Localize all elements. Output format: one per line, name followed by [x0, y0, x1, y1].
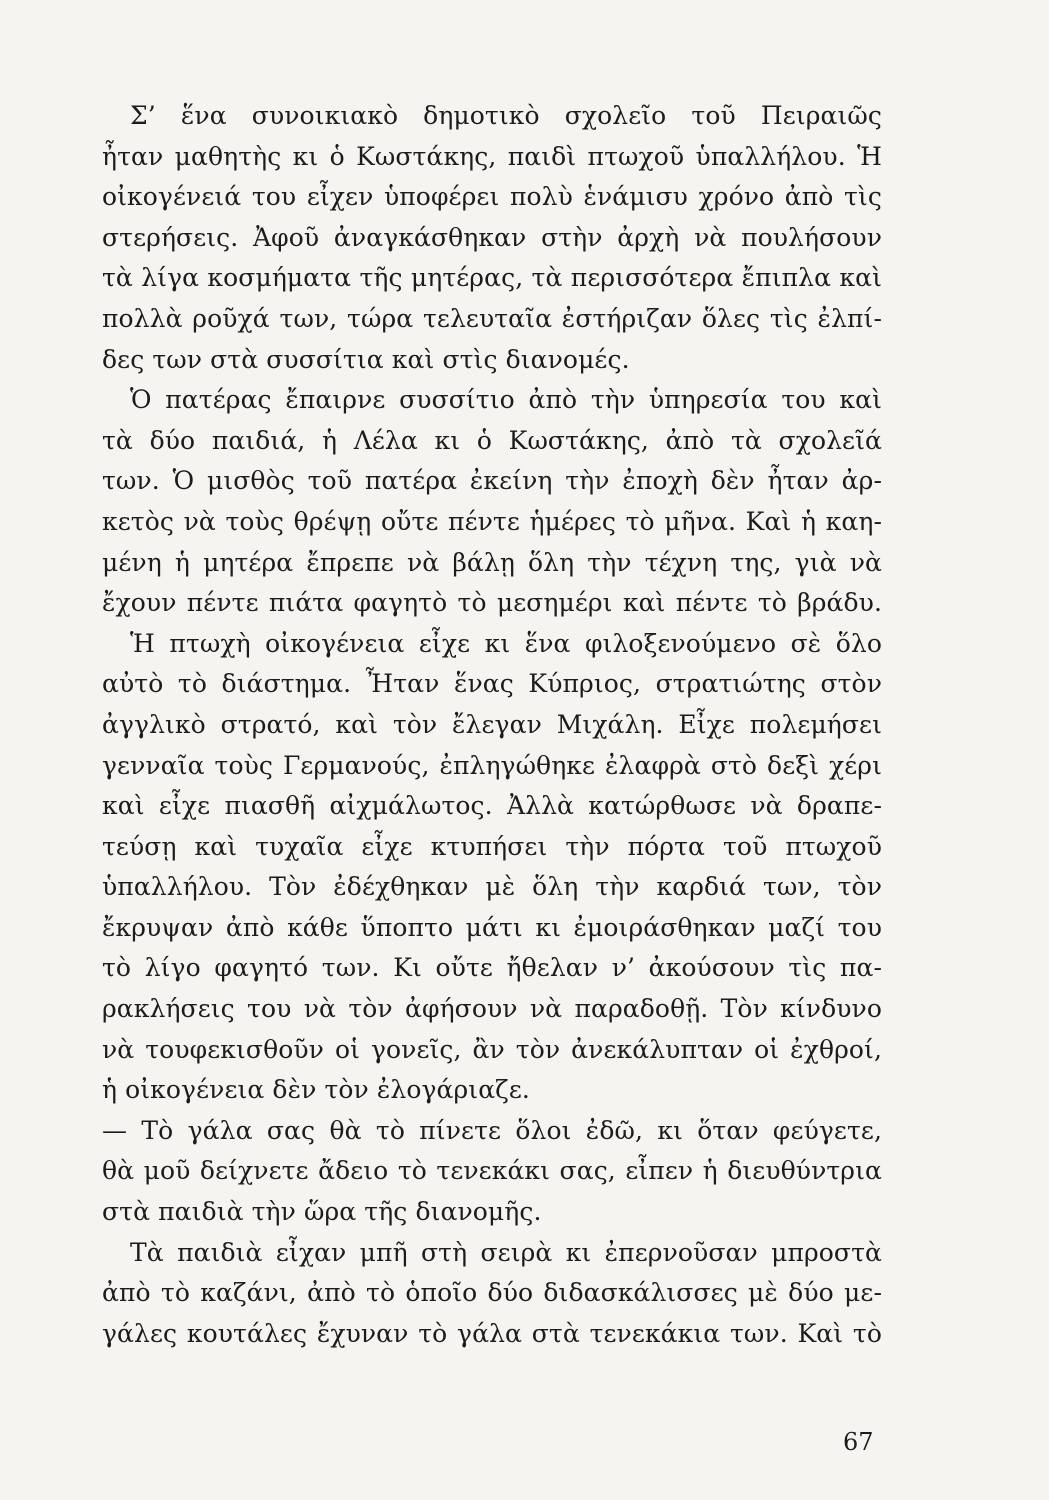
text-line: ἦταν μαθητὴς κι ὁ Κωστάκης, παιδὶ πτωχοῦ ὑπαλλήλου. Ἡ: [102, 141, 882, 171]
text-line: ὑπαλλήλου. Τὸν ἐδέχθηκαν μὲ ὅλη τὴν καρδιά των, τὸν: [102, 872, 882, 902]
text-line: ἀπὸ τὸ καζάνι, ἀπὸ τὸ ὁποῖο δύο διδασκάλισσες μὲ δύο με-: [102, 1278, 882, 1308]
text-line: γάλες κουτάλες ἔχυναν τὸ γάλα στὰ τενεκάκια των. Καὶ τὸ: [102, 1318, 882, 1348]
text-line: των. Ὁ μισθὸς τοῦ πατέρα ἐκείνη τὴν ἐποχὴ δὲν ἦταν ἀρ-: [102, 466, 882, 496]
text-line: τὸ λίγο φαγητό των. Κι οὔτε ἤθελαν ν’ ἀκούσουν τὶς πα-: [102, 953, 882, 983]
text-line: μένη ἡ μητέρα ἔπρεπε νὰ βάλῃ ὅλη τὴν τέχνη της, γιὰ νὰ: [102, 547, 882, 577]
text-line: θὰ μοῦ δείχνετε ἄδειο τὸ τενεκάκι σας, εἶπεν ἡ διευθύντρια: [102, 1156, 882, 1186]
text-line: ἔκρυψαν ἀπὸ κάθε ὕποπτο μάτι κι ἐμοιράσθηκαν μαζί του: [102, 912, 882, 942]
text-line: τὰ λίγα κοσμήματα τῆς μητέρας, τὰ περισσότερα ἔπιπλα καὶ: [102, 263, 882, 293]
text-line: — Τὸ γάλα σας θὰ τὸ πίνετε ὅλοι ἐδῶ, κι ὅταν φεύγετε,: [102, 1115, 882, 1145]
text-line: νὰ τουφεκισθοῦν οἱ γονεῖς, ἂν τὸν ἀνεκάλυπταν οἱ ἐχθροί,: [102, 1034, 882, 1064]
text-line: ρακλήσεις του νὰ τὸν ἀφήσουν νὰ παραδοθῇ. Τὸν κίνδυνο: [102, 994, 882, 1024]
text-line: στερήσεις. Ἀφοῦ ἀναγκάσθηκαν στὴν ἀρχὴ νὰ πουλήσουν: [102, 222, 882, 252]
text-line: τὰ δύο παιδιά, ἡ Λέλα κι ὁ Κωστάκης, ἀπὸ τὰ σχολεῖά: [102, 425, 882, 455]
text-line: Ὁ πατέρας ἔπαιρνε συσσίτιο ἀπὸ τὴν ὑπηρεσία του καὶ: [130, 385, 882, 415]
text-line: αὐτὸ τὸ διάστημα. Ἦταν ἕνας Κύπριος, στρατιώτης στὸν: [102, 669, 882, 699]
text-line: τεύσῃ καὶ τυχαῖα εἶχε κτυπήσει τὴν πόρτα τοῦ πτωχοῦ: [102, 831, 882, 861]
text-line: στὰ παιδιὰ τὴν ὥρα τῆς διανομῆς.: [102, 1197, 542, 1227]
page-number: 67: [843, 1428, 874, 1456]
text-line: Τὰ παιδιὰ εἶχαν μπῆ στὴ σειρὰ κι ἐπερνοῦσαν μπροστὰ: [130, 1237, 882, 1267]
text-line: ἀγγλικὸ στρατό, καὶ τὸν ἔλεγαν Μιχάλη. Εἶχε πολεμήσει: [102, 709, 882, 739]
text-line: ἡ οἰκογένεια δὲν τὸν ἐλογάριαζε.: [102, 1075, 530, 1105]
text-line: πολλὰ ροῦχά των, τώρα τελευταῖα ἐστήριζαν ὅλες τὶς ἐλπί-: [102, 303, 882, 333]
text-line: δες των στὰ συσσίτια καὶ στὶς διανομές.: [102, 344, 630, 374]
text-line: Ἡ πτωχὴ οἰκογένεια εἶχε κι ἕνα φιλοξενούμενο σὲ ὅλο: [130, 628, 882, 658]
text-line: γενναῖα τοὺς Γερμανούς, ἐπληγώθηκε ἐλαφρὰ στὸ δεξὶ χέρι: [102, 750, 882, 780]
text-line: ἔχουν πέντε πιάτα φαγητὸ τὸ μεσημέρι καὶ πέντε τὸ βράδυ.: [102, 588, 882, 618]
text-line: καὶ εἶχε πιασθῆ αἰχμάλωτος. Ἀλλὰ κατώρθωσε νὰ δραπε-: [102, 791, 882, 821]
text-line: κετὸς νὰ τοὺς θρέψῃ οὔτε πέντε ἡμέρες τὸ μῆνα. Καὶ ἡ καη-: [102, 506, 882, 536]
text-line: οἰκογένειά του εἶχεν ὑποφέρει πολὺ ἑνάμισυ χρόνο ἀπὸ τὶς: [102, 182, 882, 212]
body-text: [102, 96, 882, 1354]
text-line: Σ’ ἕνα συνοικιακὸ δημοτικὸ σχολεῖο τοῦ Πειραιῶς: [130, 101, 882, 130]
